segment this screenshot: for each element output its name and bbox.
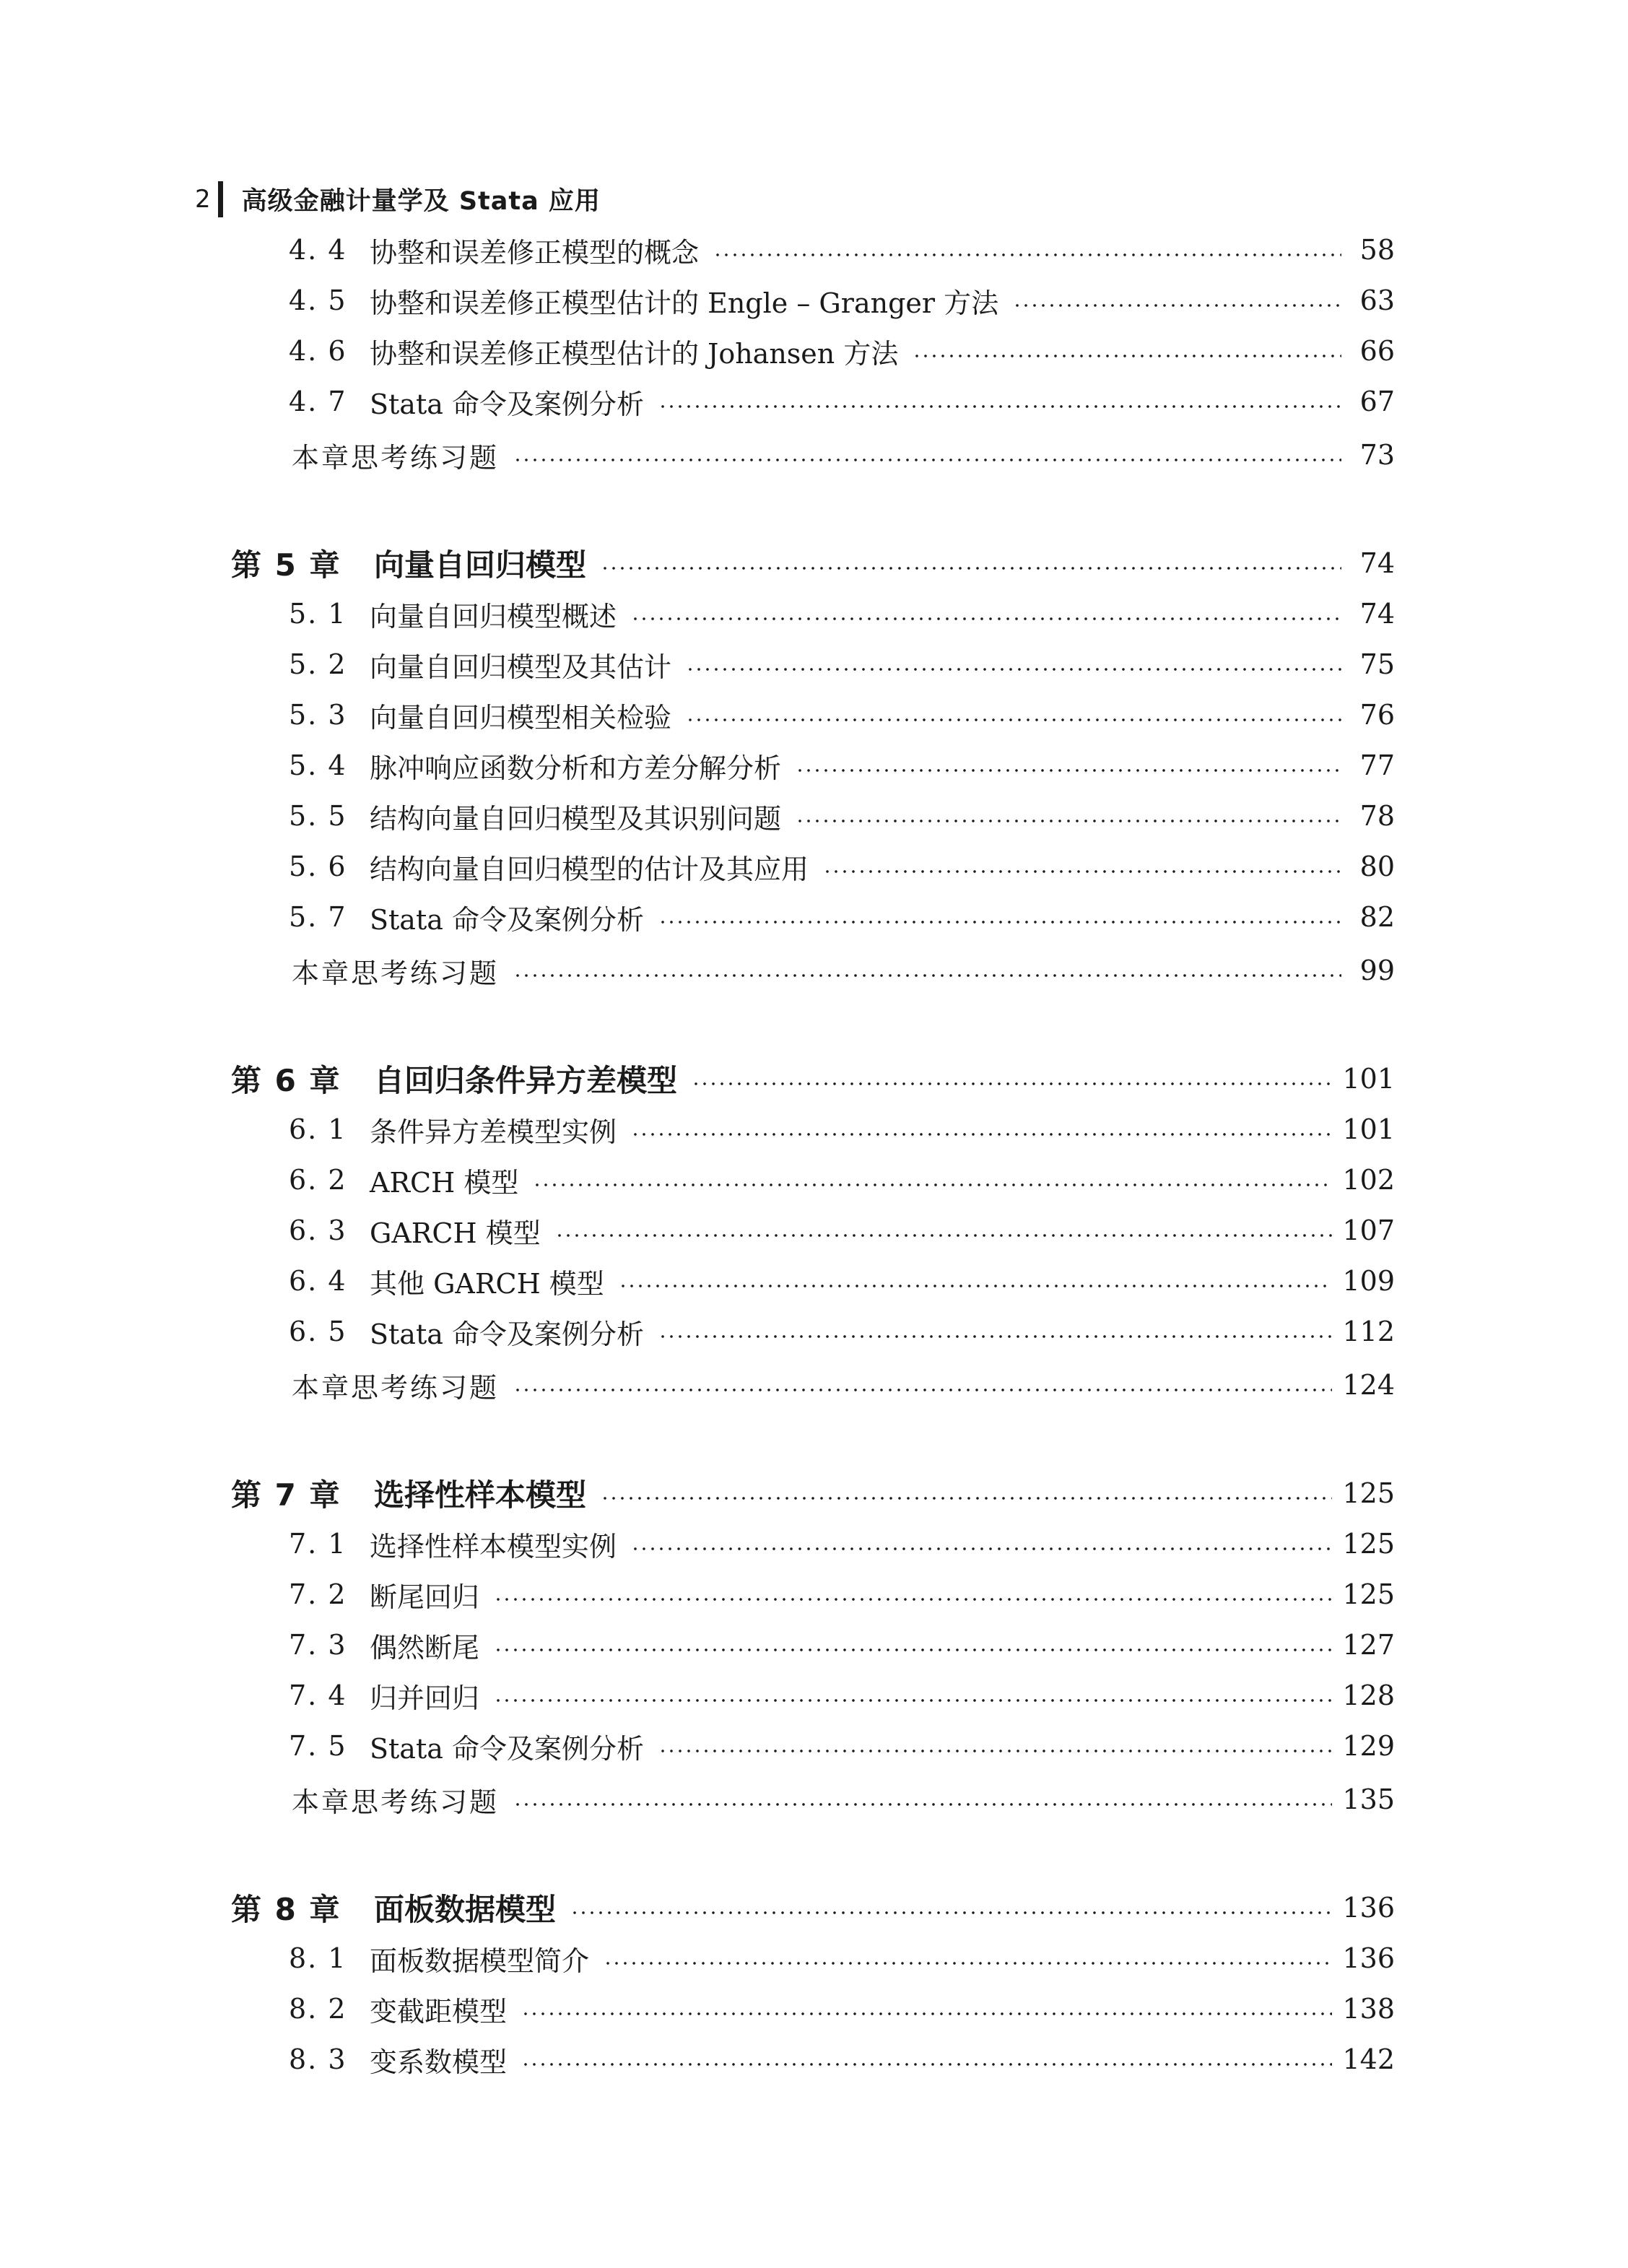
page-reference: 102	[1342, 1164, 1395, 1196]
entry-title: 断尾回归	[370, 1581, 480, 1613]
section-number: 6. 1	[289, 1113, 347, 1145]
entry-title: 结构向量自回归模型的估计及其应用	[370, 853, 809, 885]
page-reference: 73	[1359, 439, 1395, 471]
section-number: 7. 3	[289, 1629, 347, 1661]
dot-leader	[601, 567, 1341, 570]
page-reference: 66	[1359, 335, 1395, 367]
entry-title: 向量自回归模型及其估计	[370, 651, 672, 683]
dot-leader	[513, 459, 1341, 461]
section-number: 5. 2	[289, 648, 347, 680]
toc-section-row	[289, 594, 1395, 634]
toc-section-row	[289, 280, 1395, 321]
page-reference: 99	[1359, 955, 1395, 986]
dot-leader	[619, 1285, 1333, 1287]
dot-leader	[604, 1962, 1332, 1965]
section-number: 8. 2	[289, 1993, 347, 2025]
page-reference: 135	[1342, 1783, 1395, 1815]
page-reference: 74	[1359, 547, 1395, 579]
entry-title: GARCH 模型	[370, 1217, 541, 1249]
dot-leader	[521, 2012, 1332, 2015]
dot-leader	[1013, 304, 1341, 307]
dot-leader	[713, 253, 1341, 256]
section-number: 6. 4	[289, 1265, 347, 1297]
dot-leader	[913, 355, 1341, 357]
chapter-title: 面板数据模型	[374, 1892, 557, 1927]
toc-section-row	[289, 796, 1395, 836]
page-reference: 129	[1342, 1730, 1395, 1762]
toc-section-row	[289, 1726, 1395, 1766]
section-number: 5. 3	[289, 699, 347, 731]
section-number: 8. 3	[289, 2043, 347, 2075]
entry-title: 本章思考练习题	[292, 1786, 500, 1818]
toc-exercise-row	[292, 1779, 1395, 1820]
toc-section-row	[289, 381, 1395, 422]
dot-leader	[796, 769, 1341, 772]
dot-leader	[686, 718, 1341, 721]
section-number: 7. 1	[289, 1528, 347, 1560]
page-reference: 67	[1359, 386, 1395, 417]
toc-section-row	[289, 331, 1395, 371]
page-reference: 78	[1359, 800, 1395, 832]
section-number: 6. 5	[289, 1316, 347, 1347]
dot-leader	[555, 1234, 1333, 1237]
page-reference: 75	[1359, 648, 1395, 680]
toc-section-row	[289, 644, 1395, 685]
page-reference: 127	[1342, 1629, 1395, 1661]
dot-leader	[631, 1547, 1332, 1550]
toc-section-row	[289, 1160, 1395, 1200]
dot-leader	[631, 1133, 1332, 1136]
dot-leader	[658, 921, 1341, 924]
book-title: 高级金融计量学及 Stata 应用	[241, 187, 601, 216]
toc-section-row	[289, 1675, 1395, 1716]
section-number: 4. 6	[289, 335, 347, 367]
toc-section-row	[289, 1524, 1395, 1564]
entry-title: Stata 命令及案例分析	[370, 1732, 644, 1765]
chapter-title: 选择性样本模型	[374, 1477, 587, 1513]
section-number: 4. 7	[289, 386, 347, 417]
toc-section-row	[289, 1261, 1395, 1301]
entry-title: 偶然断尾	[370, 1631, 480, 1664]
page-reference: 128	[1342, 1680, 1395, 1711]
dot-leader	[692, 1082, 1332, 1085]
section-number: 7. 5	[289, 1730, 347, 1762]
entry-title: 条件异方差模型实例	[370, 1116, 617, 1148]
toc-section-row	[289, 1989, 1395, 2029]
page-reference: 125	[1342, 1578, 1395, 1610]
entry-title: 面板数据模型简介	[370, 1945, 590, 1977]
toc-section-row	[289, 897, 1395, 937]
page-reference: 125	[1342, 1477, 1395, 1509]
page-reference: 136	[1342, 1892, 1395, 1924]
page-reference: 136	[1342, 1942, 1395, 1974]
toc-section-row	[289, 1311, 1395, 1352]
toc-section-row	[289, 846, 1395, 887]
entry-title: 协整和误差修正模型估计的 Engle – Granger 方法	[370, 287, 999, 319]
dot-leader	[570, 1911, 1332, 1914]
page-reference: 138	[1342, 1993, 1395, 2025]
page-reference: 80	[1359, 851, 1395, 882]
page-reference: 101	[1342, 1063, 1395, 1095]
dot-leader	[494, 1648, 1332, 1651]
dot-leader	[631, 617, 1341, 620]
page-reference: 109	[1342, 1265, 1395, 1297]
entry-title: 本章思考练习题	[292, 441, 500, 474]
toc-section-row	[289, 695, 1395, 735]
chapter-number: 第 6 章	[231, 1063, 341, 1098]
chapter-number: 第 8 章	[231, 1892, 341, 1927]
section-number: 8. 1	[289, 1942, 347, 1974]
entry-title: 归并回归	[370, 1682, 480, 1714]
page-reference: 82	[1359, 901, 1395, 933]
page-reference: 124	[1342, 1369, 1395, 1401]
dot-leader	[658, 1335, 1333, 1338]
toc-exercise-row	[292, 950, 1395, 991]
dot-leader	[521, 2063, 1332, 2066]
entry-title: 本章思考练习题	[292, 1371, 500, 1404]
page-reference: 112	[1342, 1316, 1395, 1347]
section-number: 5. 7	[289, 901, 347, 933]
toc-exercise-row	[292, 435, 1395, 475]
toc-chapter-row	[231, 1887, 1395, 1928]
dot-leader	[494, 1598, 1332, 1601]
entry-title: 变截距模型	[370, 1995, 508, 2028]
dot-leader	[658, 1750, 1333, 1752]
page-reference: 107	[1342, 1215, 1395, 1246]
section-number: 5. 6	[289, 851, 347, 882]
toc-section-row	[289, 1938, 1395, 1978]
section-number: 6. 2	[289, 1164, 347, 1196]
dot-leader	[796, 820, 1341, 822]
section-number: 7. 4	[289, 1680, 347, 1711]
page-reference: 77	[1359, 750, 1395, 781]
chapter-number: 第 7 章	[231, 1477, 341, 1513]
dot-leader	[533, 1183, 1332, 1186]
toc-exercise-row	[292, 1365, 1395, 1405]
toc-section-row	[289, 230, 1395, 270]
chapter-number: 第 5 章	[231, 547, 341, 583]
entry-title: 本章思考练习题	[292, 957, 500, 989]
dot-leader	[513, 1803, 1332, 1806]
entry-title: 脉冲响应函数分析和方差分解分析	[370, 752, 782, 784]
entry-title: 向量自回归模型概述	[370, 600, 617, 633]
toc-section-row	[289, 1109, 1395, 1150]
section-number: 5. 4	[289, 750, 347, 781]
entry-title: Stata 命令及案例分析	[370, 388, 644, 420]
dot-leader	[513, 974, 1341, 977]
dot-leader	[494, 1699, 1332, 1702]
entry-title: 协整和误差修正模型估计的 Johansen 方法	[370, 337, 899, 370]
toc-section-row	[289, 1210, 1395, 1251]
page-reference: 101	[1342, 1113, 1395, 1145]
chapter-title: 自回归条件异方差模型	[374, 1063, 678, 1098]
entry-title: Stata 命令及案例分析	[370, 903, 644, 936]
section-number: 4. 5	[289, 284, 347, 316]
section-number: 6. 3	[289, 1215, 347, 1246]
entry-title: Stata 命令及案例分析	[370, 1318, 644, 1350]
page-reference: 142	[1342, 2043, 1395, 2075]
dot-leader	[601, 1497, 1332, 1500]
chapter-title: 向量自回归模型	[374, 547, 587, 583]
page-reference: 76	[1359, 699, 1395, 731]
dot-leader	[686, 668, 1341, 671]
toc-section-row	[289, 745, 1395, 786]
entry-title: ARCH 模型	[370, 1166, 519, 1199]
section-number: 5. 5	[289, 800, 347, 832]
entry-title: 结构向量自回归模型及其识别问题	[370, 802, 782, 835]
section-number: 5. 1	[289, 598, 347, 630]
page-reference: 125	[1342, 1528, 1395, 1560]
section-number: 4. 4	[289, 234, 347, 266]
page-reference: 58	[1359, 234, 1395, 266]
entry-title: 向量自回归模型相关检验	[370, 701, 672, 734]
entry-title: 其他 GARCH 模型	[370, 1267, 604, 1300]
toc-section-row	[289, 1625, 1395, 1665]
dot-leader	[513, 1389, 1332, 1391]
entry-title: 变系数模型	[370, 2046, 508, 2078]
dot-leader	[823, 870, 1341, 873]
entry-title: 协整和误差修正模型的概念	[370, 236, 700, 269]
dot-leader	[658, 405, 1341, 408]
page-reference: 74	[1359, 598, 1395, 630]
section-number: 7. 2	[289, 1578, 347, 1610]
page-number: 2	[195, 185, 211, 214]
toc-section-row	[289, 2039, 1395, 2080]
toc-section-row	[289, 1574, 1395, 1615]
toc-chapter-row	[231, 543, 1395, 583]
toc-chapter-row	[231, 1473, 1395, 1513]
entry-title: 选择性样本模型实例	[370, 1530, 617, 1563]
toc-chapter-row	[231, 1059, 1395, 1099]
page-reference: 63	[1359, 284, 1395, 316]
